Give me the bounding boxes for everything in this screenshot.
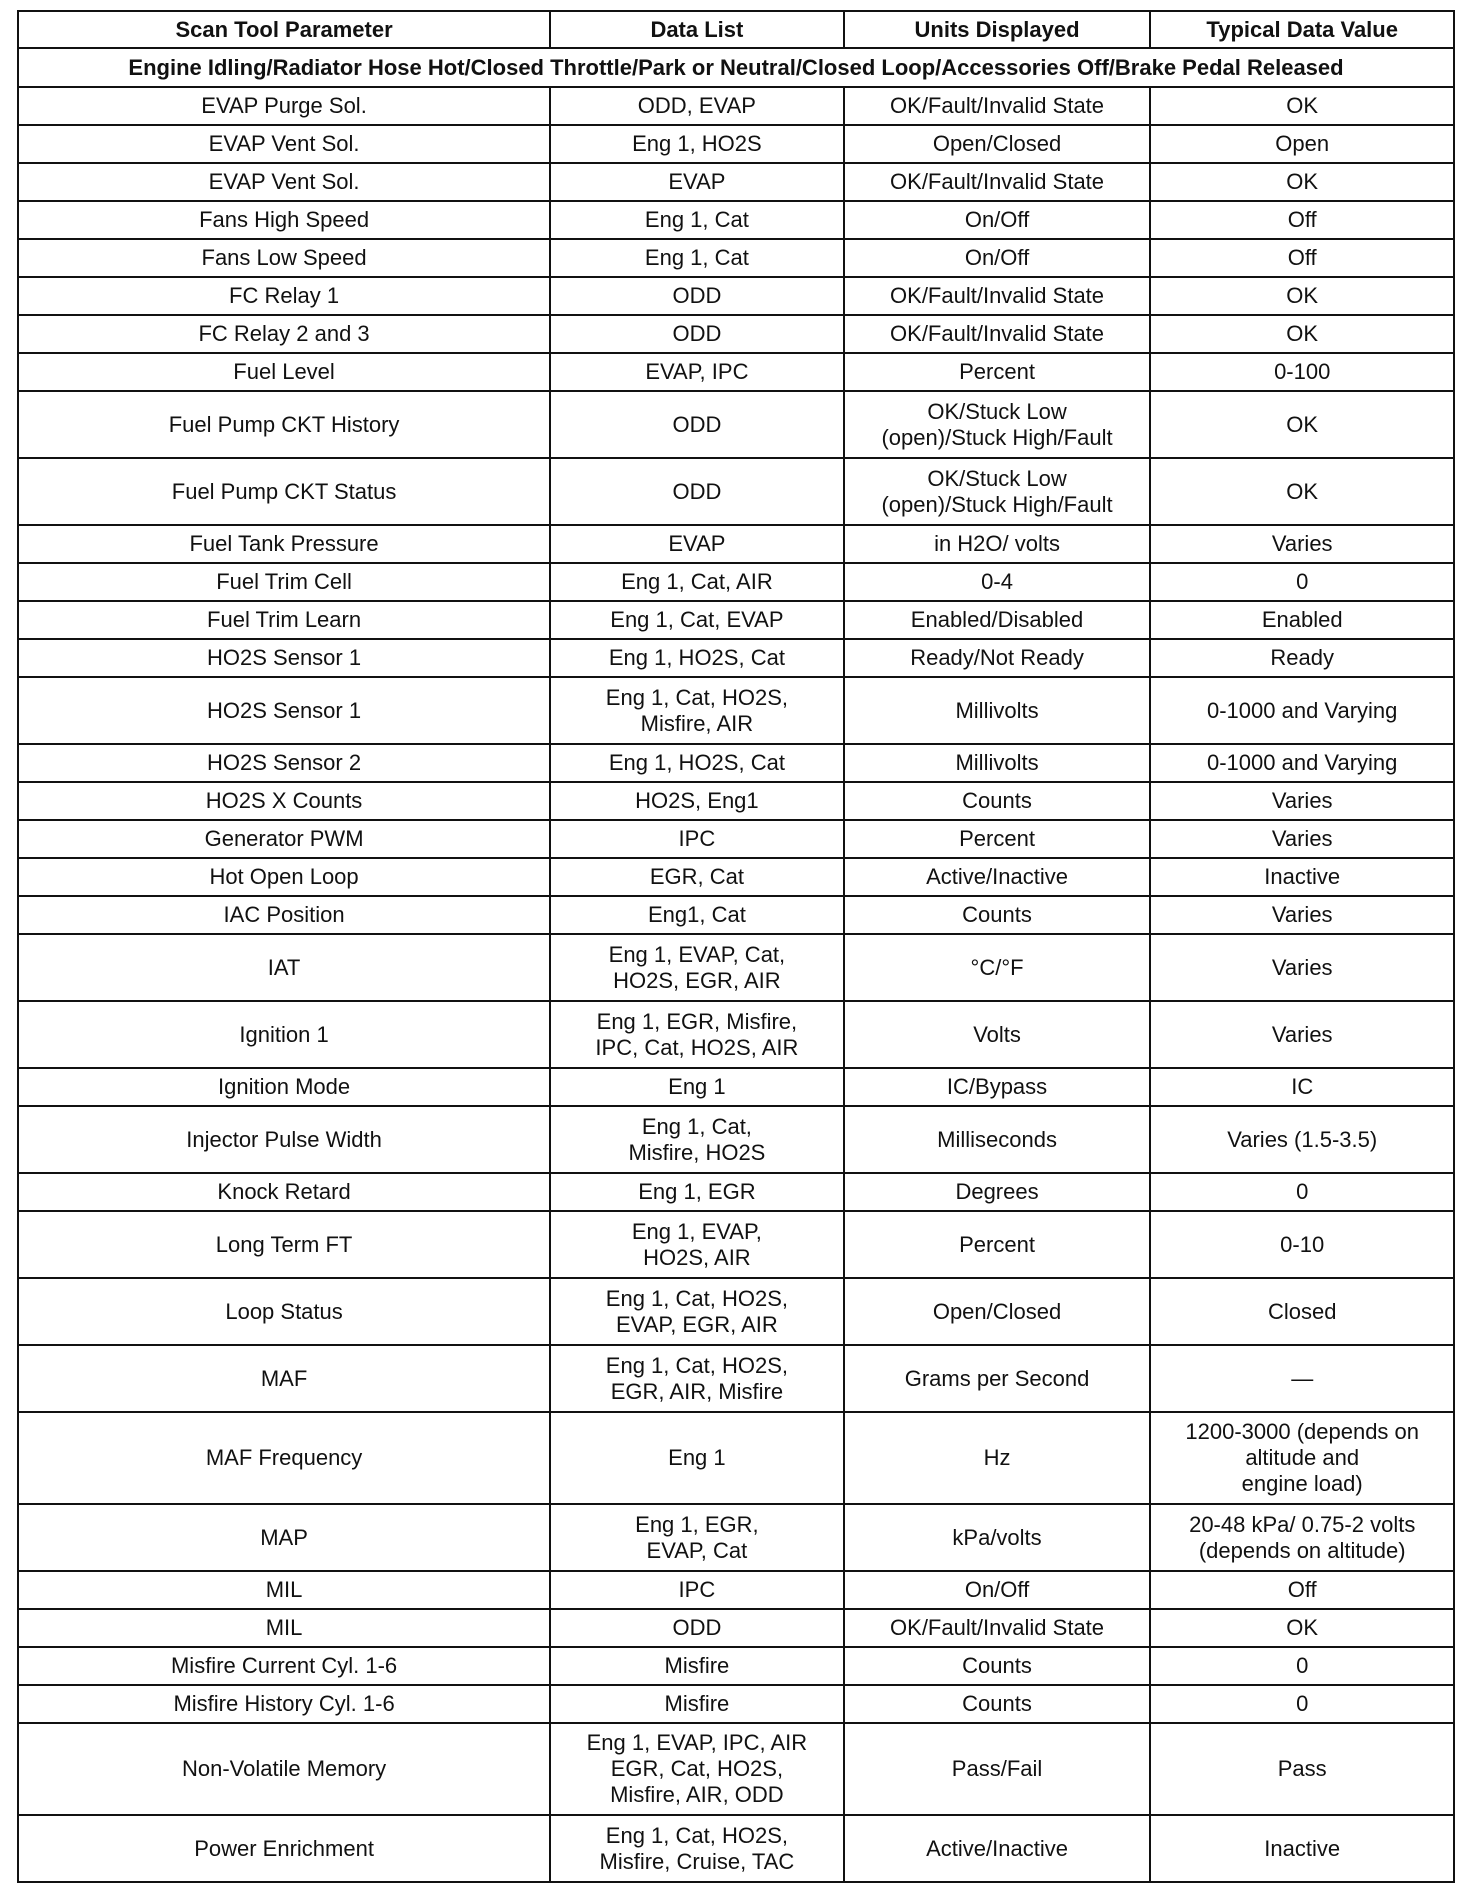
header-data-list: Data List xyxy=(550,11,844,48)
cell-parameter: Knock Retard xyxy=(18,1173,550,1211)
cell-units: Counts xyxy=(844,1685,1151,1723)
cell-parameter: HO2S Sensor 2 xyxy=(18,744,550,782)
cell-data-list: EGR, Cat xyxy=(550,858,844,896)
cell-data-list: Eng 1, EVAP, IPC, AIR EGR, Cat, HO2S, Misfire, AIR, ODD xyxy=(550,1723,844,1815)
cell-units: IC/Bypass xyxy=(844,1068,1151,1106)
cell-units: On/Off xyxy=(844,1571,1151,1609)
cell-units: Milliseconds xyxy=(844,1106,1151,1173)
cell-data-list: Eng 1, HO2S xyxy=(550,125,844,163)
table-row xyxy=(18,87,1454,125)
cell-units: Pass/Fail xyxy=(844,1723,1151,1815)
cell-parameter: Ignition Mode xyxy=(18,1068,550,1106)
cell-typical-value: OK xyxy=(1150,391,1454,458)
cell-typical-value: Varies (1.5-3.5) xyxy=(1150,1106,1454,1173)
cell-parameter: MIL xyxy=(18,1609,550,1647)
cell-typical-value: Off xyxy=(1150,239,1454,277)
cell-data-list: Eng 1, EGR, EVAP, Cat xyxy=(550,1504,844,1571)
table-row xyxy=(18,639,1454,677)
table-row xyxy=(18,934,1454,1001)
table-row xyxy=(18,458,1454,525)
cell-parameter: Fuel Level xyxy=(18,353,550,391)
table-row xyxy=(18,1211,1454,1278)
table-row xyxy=(18,1609,1454,1647)
table-row xyxy=(18,1345,1454,1412)
cell-parameter: MIL xyxy=(18,1571,550,1609)
cell-data-list: Eng 1, EGR xyxy=(550,1173,844,1211)
table-row xyxy=(18,782,1454,820)
cell-units: On/Off xyxy=(844,239,1151,277)
cell-typical-value: 0-100 xyxy=(1150,353,1454,391)
cell-units: Percent xyxy=(844,820,1151,858)
cell-typical-value: OK xyxy=(1150,1609,1454,1647)
cell-typical-value: 0-1000 and Varying xyxy=(1150,677,1454,744)
cell-typical-value: Off xyxy=(1150,201,1454,239)
cell-parameter: Ignition 1 xyxy=(18,1001,550,1068)
cell-typical-value: 0 xyxy=(1150,1647,1454,1685)
cell-units: Millivolts xyxy=(844,744,1151,782)
cell-typical-value: OK xyxy=(1150,315,1454,353)
cell-data-list: ODD xyxy=(550,391,844,458)
cell-units: kPa/volts xyxy=(844,1504,1151,1571)
cell-units: Hz xyxy=(844,1412,1151,1504)
cell-units: OK/Stuck Low (open)/Stuck High/Fault xyxy=(844,458,1151,525)
cell-data-list: Eng 1, Cat, EVAP xyxy=(550,601,844,639)
table-row xyxy=(18,1412,1454,1504)
cell-units: 0-4 xyxy=(844,563,1151,601)
cell-typical-value: 0 xyxy=(1150,563,1454,601)
cell-data-list: EVAP xyxy=(550,163,844,201)
cell-data-list: Eng 1, Cat, Misfire, HO2S xyxy=(550,1106,844,1173)
cell-data-list: Eng 1, EVAP, Cat, HO2S, EGR, AIR xyxy=(550,934,844,1001)
cell-data-list: Eng 1, EVAP, HO2S, AIR xyxy=(550,1211,844,1278)
table-row xyxy=(18,1685,1454,1723)
cell-parameter: Loop Status xyxy=(18,1278,550,1345)
cell-typical-value: 20-48 kPa/ 0.75-2 volts (depends on altitude) xyxy=(1150,1504,1454,1571)
cell-units: Open/Closed xyxy=(844,125,1151,163)
table-row xyxy=(18,1278,1454,1345)
cell-data-list: Eng 1, HO2S, Cat xyxy=(550,744,844,782)
cell-typical-value: Varies xyxy=(1150,782,1454,820)
cell-data-list: ODD xyxy=(550,315,844,353)
cell-data-list: ODD, EVAP xyxy=(550,87,844,125)
cell-parameter: Fuel Pump CKT History xyxy=(18,391,550,458)
cell-parameter: FC Relay 1 xyxy=(18,277,550,315)
cell-data-list: Eng 1, EGR, Misfire, IPC, Cat, HO2S, AIR xyxy=(550,1001,844,1068)
cell-typical-value: Varies xyxy=(1150,1001,1454,1068)
cell-typical-value: Enabled xyxy=(1150,601,1454,639)
cell-data-list: Eng 1, Cat, HO2S, Misfire, AIR xyxy=(550,677,844,744)
header-row xyxy=(18,11,1454,48)
cell-parameter: Generator PWM xyxy=(18,820,550,858)
cell-data-list: Eng 1, Cat, HO2S, Misfire, Cruise, TAC xyxy=(550,1815,844,1882)
cell-data-list: EVAP, IPC xyxy=(550,353,844,391)
cell-parameter: Fuel Tank Pressure xyxy=(18,525,550,563)
header-units: Units Displayed xyxy=(844,11,1151,48)
table-row xyxy=(18,525,1454,563)
cell-parameter: FC Relay 2 and 3 xyxy=(18,315,550,353)
cell-parameter: Long Term FT xyxy=(18,1211,550,1278)
cell-data-list: Eng 1, Cat xyxy=(550,239,844,277)
header-typical-value: Typical Data Value xyxy=(1150,11,1454,48)
cell-units: On/Off xyxy=(844,201,1151,239)
table-row xyxy=(18,201,1454,239)
table-row xyxy=(18,744,1454,782)
cell-data-list: Eng 1, Cat, HO2S, EVAP, EGR, AIR xyxy=(550,1278,844,1345)
table-row xyxy=(18,896,1454,934)
cell-units: Grams per Second xyxy=(844,1345,1151,1412)
cell-parameter: HO2S X Counts xyxy=(18,782,550,820)
cell-typical-value: Open xyxy=(1150,125,1454,163)
cell-parameter: Misfire History Cyl. 1-6 xyxy=(18,1685,550,1723)
cell-parameter: HO2S Sensor 1 xyxy=(18,677,550,744)
cell-data-list: Eng 1, Cat, AIR xyxy=(550,563,844,601)
cell-parameter: Hot Open Loop xyxy=(18,858,550,896)
cell-units: Active/Inactive xyxy=(844,1815,1151,1882)
cell-parameter: Fuel Pump CKT Status xyxy=(18,458,550,525)
cell-units: Degrees xyxy=(844,1173,1151,1211)
cell-parameter: MAF Frequency xyxy=(18,1412,550,1504)
cell-units: OK/Fault/Invalid State xyxy=(844,163,1151,201)
table-row xyxy=(18,1647,1454,1685)
cell-data-list: Eng 1, Cat xyxy=(550,201,844,239)
cell-typical-value: OK xyxy=(1150,277,1454,315)
cell-parameter: Fuel Trim Cell xyxy=(18,563,550,601)
cell-typical-value: OK xyxy=(1150,458,1454,525)
cell-data-list: HO2S, Eng1 xyxy=(550,782,844,820)
cell-typical-value: 0 xyxy=(1150,1173,1454,1211)
cell-data-list: Eng 1 xyxy=(550,1412,844,1504)
cell-units: Millivolts xyxy=(844,677,1151,744)
table-row xyxy=(18,239,1454,277)
cell-units: Percent xyxy=(844,1211,1151,1278)
cell-units: OK/Fault/Invalid State xyxy=(844,315,1151,353)
cell-data-list: Misfire xyxy=(550,1685,844,1723)
cell-units: OK/Fault/Invalid State xyxy=(844,87,1151,125)
table-body xyxy=(18,87,1454,1882)
cell-parameter: IAT xyxy=(18,934,550,1001)
table-row xyxy=(18,1815,1454,1882)
cell-units: Counts xyxy=(844,1647,1151,1685)
cell-parameter: Fans High Speed xyxy=(18,201,550,239)
cell-typical-value: Varies xyxy=(1150,525,1454,563)
cell-typical-value: IC xyxy=(1150,1068,1454,1106)
table-row xyxy=(18,1068,1454,1106)
cell-typical-value: Varies xyxy=(1150,896,1454,934)
cell-typical-value: Ready xyxy=(1150,639,1454,677)
cell-units: Counts xyxy=(844,782,1151,820)
table-row xyxy=(18,601,1454,639)
test-condition: Engine Idling/Radiator Hose Hot/Closed Throttle/Park or Neutral/Closed Loop/Accessories Off/Brake Pedal Released xyxy=(18,48,1454,87)
cell-units: Open/Closed xyxy=(844,1278,1151,1345)
table-row xyxy=(18,1106,1454,1173)
cell-data-list: ODD xyxy=(550,458,844,525)
cell-data-list: IPC xyxy=(550,820,844,858)
cell-typical-value: Closed xyxy=(1150,1278,1454,1345)
cell-data-list: ODD xyxy=(550,277,844,315)
table-row xyxy=(18,125,1454,163)
scan-tool-data-table xyxy=(17,10,1455,1883)
table-row xyxy=(18,315,1454,353)
cell-parameter: MAP xyxy=(18,1504,550,1571)
cell-typical-value: OK xyxy=(1150,163,1454,201)
cell-parameter: Fans Low Speed xyxy=(18,239,550,277)
cell-units: OK/Stuck Low (open)/Stuck High/Fault xyxy=(844,391,1151,458)
table-row xyxy=(18,1504,1454,1571)
cell-parameter: IAC Position xyxy=(18,896,550,934)
table-row xyxy=(18,353,1454,391)
table-row xyxy=(18,858,1454,896)
cell-units: Enabled/Disabled xyxy=(844,601,1151,639)
cell-units: Active/Inactive xyxy=(844,858,1151,896)
cell-units: Percent xyxy=(844,353,1151,391)
cell-parameter: HO2S Sensor 1 xyxy=(18,639,550,677)
cell-data-list: EVAP xyxy=(550,525,844,563)
cell-typical-value: Varies xyxy=(1150,820,1454,858)
cell-data-list: Eng 1 xyxy=(550,1068,844,1106)
condition-row xyxy=(18,48,1454,87)
cell-typical-value: 0 xyxy=(1150,1685,1454,1723)
cell-units: Counts xyxy=(844,896,1151,934)
table-row xyxy=(18,1571,1454,1609)
cell-typical-value: Pass xyxy=(1150,1723,1454,1815)
cell-data-list: IPC xyxy=(550,1571,844,1609)
cell-parameter: EVAP Vent Sol. xyxy=(18,125,550,163)
cell-data-list: Eng 1, HO2S, Cat xyxy=(550,639,844,677)
cell-data-list: Eng 1, Cat, HO2S, EGR, AIR, Misfire xyxy=(550,1345,844,1412)
table-row xyxy=(18,391,1454,458)
cell-units: OK/Fault/Invalid State xyxy=(844,277,1151,315)
cell-units: OK/Fault/Invalid State xyxy=(844,1609,1151,1647)
cell-parameter: Misfire Current Cyl. 1-6 xyxy=(18,1647,550,1685)
cell-parameter: Injector Pulse Width xyxy=(18,1106,550,1173)
cell-typical-value: Inactive xyxy=(1150,858,1454,896)
table-row xyxy=(18,820,1454,858)
cell-typical-value: Inactive xyxy=(1150,1815,1454,1882)
table-row xyxy=(18,563,1454,601)
cell-parameter: EVAP Vent Sol. xyxy=(18,163,550,201)
cell-units: Ready/Not Ready xyxy=(844,639,1151,677)
table-row xyxy=(18,1001,1454,1068)
table-row xyxy=(18,277,1454,315)
cell-typical-value: 0-1000 and Varying xyxy=(1150,744,1454,782)
cell-parameter: MAF xyxy=(18,1345,550,1412)
table-row xyxy=(18,677,1454,744)
cell-parameter: Non-Volatile Memory xyxy=(18,1723,550,1815)
header-parameter: Scan Tool Parameter xyxy=(18,11,550,48)
table-row xyxy=(18,1173,1454,1211)
cell-typical-value: OK xyxy=(1150,87,1454,125)
cell-typical-value: Varies xyxy=(1150,934,1454,1001)
cell-typical-value: 1200-3000 (depends on altitude and engine load) xyxy=(1150,1412,1454,1504)
table-row xyxy=(18,163,1454,201)
cell-parameter: Power Enrichment xyxy=(18,1815,550,1882)
cell-data-list: Eng1, Cat xyxy=(550,896,844,934)
cell-units: °C/°F xyxy=(844,934,1151,1001)
table-row xyxy=(18,1723,1454,1815)
cell-parameter: EVAP Purge Sol. xyxy=(18,87,550,125)
cell-parameter: Fuel Trim Learn xyxy=(18,601,550,639)
cell-data-list: ODD xyxy=(550,1609,844,1647)
cell-units: Volts xyxy=(844,1001,1151,1068)
cell-typical-value: — xyxy=(1150,1345,1454,1412)
cell-units: in H2O/ volts xyxy=(844,525,1151,563)
cell-typical-value: Off xyxy=(1150,1571,1454,1609)
cell-typical-value: 0-10 xyxy=(1150,1211,1454,1278)
cell-data-list: Misfire xyxy=(550,1647,844,1685)
